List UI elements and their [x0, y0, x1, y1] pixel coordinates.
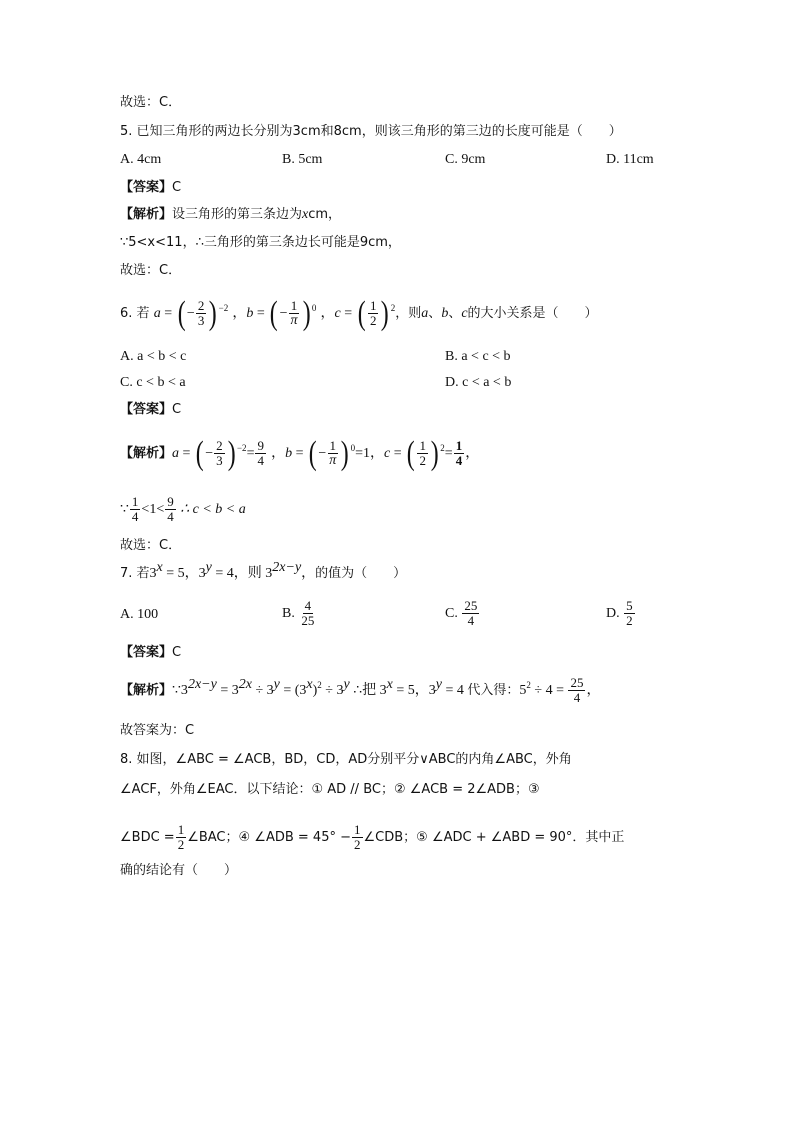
q5-option-d: D. 11cm — [606, 152, 654, 167]
analysis-tag: 【解析】 — [120, 207, 173, 222]
q6-tail: ，则 — [395, 306, 422, 321]
q6-answer — [120, 400, 181, 420]
analysis-text: 设三角形的第三条边为 — [172, 207, 303, 222]
q4-conclusion: 故选：C． — [120, 95, 182, 110]
q7-option-c: C. $\frac{25}{4}$ — [445, 598, 478, 629]
q7-option-a: A. 100 — [120, 607, 159, 622]
q7-conclusion: 故答案为：C — [120, 723, 195, 738]
analysis-tag: 【解析】 — [120, 683, 173, 698]
answer-value: C — [172, 402, 182, 417]
q5-option-b: B. 5cm — [282, 152, 323, 167]
q6-option-a: A. a < b < c — [120, 349, 187, 364]
analysis-tag: 【解析】 — [120, 446, 173, 461]
q6-num: 6. 若 — [120, 306, 150, 321]
q5-analysis — [120, 205, 341, 225]
q6-stem: 6. 若 a = ( − $\frac{2}{3}$ ) $^{-2}$ ，b = ( − $\frac{1}{\pi}$ ) $^0$ ，c = ( $\frac{1}{2}$ ) $^2$，则a、b、c的大小关系是（ ） — [120, 294, 598, 332]
q8-line-3: ∠BDC = $\frac{1}{2}$ ∠BAC；④ ∠ADB = 45° − $\frac{1}{2}$ ∠CDB；⑤ ∠ADC + ∠ABD = 90°．其中正 — [120, 822, 625, 852]
analysis-var: x — [302, 207, 309, 222]
answer-tag: 【答案】 — [120, 180, 173, 195]
answer-tag: 【答案】 — [120, 402, 173, 417]
q5-answer — [120, 178, 181, 198]
q5-analysis-2: ∵5<x<11，∴三角形的第三条边长可能是9cm， — [120, 235, 401, 250]
q7-option-d: D. $\frac{5}{2}$ — [606, 598, 633, 629]
q6-option-c: C. c < b < a — [120, 375, 186, 390]
answer-value: C — [172, 180, 182, 195]
q6-option-d: D. c < a < b — [445, 375, 512, 390]
q6-option-b: B. a < c < b — [445, 349, 511, 364]
q6-therefore: ∴ c < b < a — [180, 502, 246, 517]
q5-option-c: C. 9cm — [445, 152, 486, 167]
q7-analysis: 【解析】$\because 3^{2x-y} = 3^{2x} \div 3^y = (3^x)^2 \div 3^y$ ∴把 $3^x = 5$，$3^y = 4$ 代入得：$5^2 \div 4$ = $\frac{25}{4}$ ， — [120, 675, 601, 705]
q6-analysis: 【解析】a = ( − $\frac{2}{3}$ ) $^{-2}$= $\frac{9}{4}$ ，b = ( − $\frac{1}{\pi}$ ) $^0$=1，c = ( $\frac{1}{2}$ ) $^2$= $\frac{1}{4}$ ， — [120, 434, 480, 472]
q7-option-b: B. $\frac{4}{25}$ — [282, 598, 315, 629]
q5-option-a: A. 4cm — [120, 152, 162, 167]
q8-line-1: 8. 如图，∠ABC = ∠ACB，BD，CD，AD分别平分∨ABC的内角∠ABC，外角 — [120, 752, 572, 767]
q7-answer — [120, 643, 181, 663]
answer-tag: 【答案】 — [120, 645, 173, 660]
answer-value: C — [172, 645, 182, 660]
q6-tail2: 的大小关系是（ ） — [467, 306, 598, 321]
q5-conclusion: 故选：C． — [120, 263, 182, 278]
analysis-unit: cm， — [308, 207, 342, 222]
q8-line-2: ∠ACF，外角∠EAC．以下结论：① AD // BC；② ∠ACB = 2∠ADB；③ — [120, 782, 540, 797]
q6-because: ∵ $\frac{1}{4}$ <1< $\frac{9}{4}$ ∴ c < b < a — [120, 494, 246, 525]
q8-line-4: 确的结论有（ ） — [120, 863, 238, 878]
q6-conclusion: 故选：C． — [120, 538, 182, 553]
q5-stem: 5. 已知三角形的两边长分别为3cm和8cm，则该三角形的第三边的长度可能是（ ） — [120, 124, 622, 139]
q7-stem: 7. 若$3^x = 5$，$3^y = 4$，则 $3^{2x-y}$，的值为（ ） — [120, 560, 407, 581]
